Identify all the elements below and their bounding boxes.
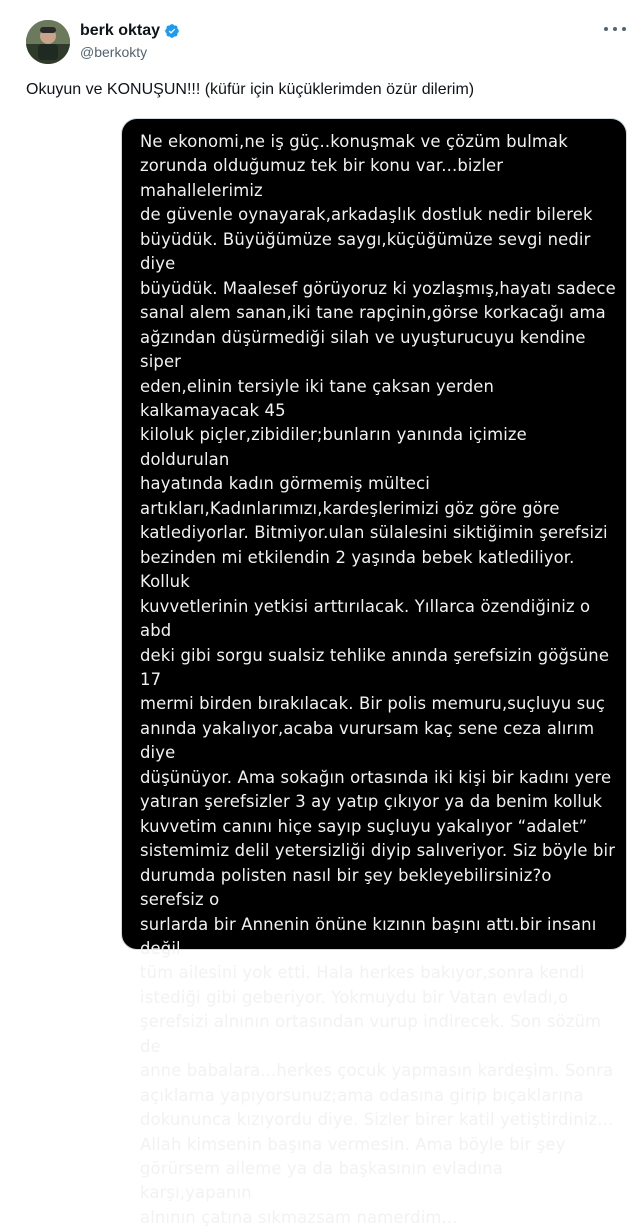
name-row <box>80 22 180 40</box>
image-text-line: bezinden mi etkilendin 2 yaşında bebek katlediliyor. Kolluk <box>140 547 580 592</box>
image-text-line: sanal alem sanan,iki tane rapçinin,görse korkacağı ama <box>140 303 606 323</box>
image-text-line: durumda polisten nasıl bir şey bekleyebilirsiniz?o serefsiz o <box>140 865 557 910</box>
image-text-line: kiloluk piçler,zibidiler;bunların yanında içimize doldurulan <box>140 425 533 469</box>
tweet-text: Okuyun ve KONUŞUN!!! (küfür için küçüklerimden özür dilerim) <box>26 81 475 98</box>
tweet-image[interactable] <box>121 118 627 1227</box>
image-text-line: tüm ailesini yok etti. Hala herkes bakıyor,sonra kendi <box>140 963 585 983</box>
tweet-header <box>26 18 626 68</box>
image-text-line: mermi birden bırakılacak. Bir polis memuru,suçluyu suç <box>140 694 606 714</box>
image-text-line: Ne ekonomi,ne iş güç..konuşmak ve çözüm bulmak <box>140 132 568 151</box>
image-text-line: alnının çatına sıkmazsam namerdim... <box>140 1207 458 1227</box>
image-text-line: Allah kimsenin başına vermesin. Ama böyle bir şey <box>140 1134 566 1154</box>
image-text-line: dokununca kızıyordu diye. Sizler birer katil yetiştirdiniz... <box>140 1110 614 1130</box>
image-text-line: ağzından düşürmediği silah ve uyuşturucuyu kendine siper <box>140 327 592 372</box>
image-text-line: hayatında kadın görmemiş mülteci <box>140 474 430 494</box>
image-text-line: kuvvetlerinin yetkisi arttırılacak. Yıllarca özendiğiniz o abd <box>140 596 596 641</box>
image-text-line: eden,elinin tersiyle iki tane çaksan yerden kalkamayacak 45 <box>140 376 500 420</box>
image-text-line: büyüdük. Maalesef görüyoruz ki yozlaşmış,hayatı sadece <box>140 278 616 298</box>
avatar[interactable] <box>26 20 70 64</box>
image-text-line: anne babalara...herkes çocuk yapmasın kardeşim. Sonra <box>140 1061 614 1081</box>
image-text-line: katlediyorlar. Bitmiyor.ulan sülalesini siktiğimin şerefsizi <box>140 523 608 543</box>
image-text-line: istediği gibi geberiyor. Yokmuydu bir Vatan evladı,o <box>140 987 569 1007</box>
image-text-line: açıklama yapıyorsunuz;ama odasına girip bıçaklarına <box>140 1085 584 1105</box>
image-text-line: anında yakalıyor,acaba vurursam kaç sene ceza alırım diye <box>140 718 600 763</box>
image-text-line: artıkları,Kadınlarımızı,kardeşlerimizi göz göre göre <box>140 498 560 518</box>
image-text <box>140 130 616 1230</box>
image-text-line: de güvenle oynayarak,arkadaşlık dostluk nedir bilerek <box>140 205 593 225</box>
image-text-line: surlarda bir Annenin önüne kızının başını attı.bir insanı değil <box>140 914 602 958</box>
image-text-line: şerefsizi alnının ortasından vurup indirecek. Son sözüm de <box>140 1012 607 1056</box>
image-text-line: sistemimiz delil yetersizliği diyip salıveriyor. Siz böyle bir <box>140 841 616 861</box>
image-text-line: büyüdük. Büyüğümüze saygı,küçüğümüze sevgi nedir diye <box>140 229 596 274</box>
verified-badge-icon <box>164 23 180 39</box>
image-text-line: kuvvetim canını hiçe sayıp suçluyu yakalıyor “adalet” <box>140 816 588 836</box>
user-handle[interactable]: @berkokty <box>80 44 148 60</box>
image-text-line: görürsem aileme ya da başkasının evladına karşı,yapanın <box>140 1159 509 1203</box>
display-name[interactable]: berk oktay <box>80 22 161 39</box>
more-options-icon[interactable] <box>604 22 626 36</box>
image-text-line: düşünüyor. Ama sokağın ortasında iki kişi bir kadını yere <box>140 767 612 787</box>
image-text-line: zorunda olduğumuz tek bir konu var...bizler mahallelerimiz <box>140 156 509 200</box>
image-text-line: deki gibi sorgu sualsiz tehlike anında şerefsizin göğsüne 17 <box>140 645 615 689</box>
image-text-line: yatıran şerefsizler 3 ay yatıp çıkıyor ya da benim kolluk <box>140 792 603 812</box>
